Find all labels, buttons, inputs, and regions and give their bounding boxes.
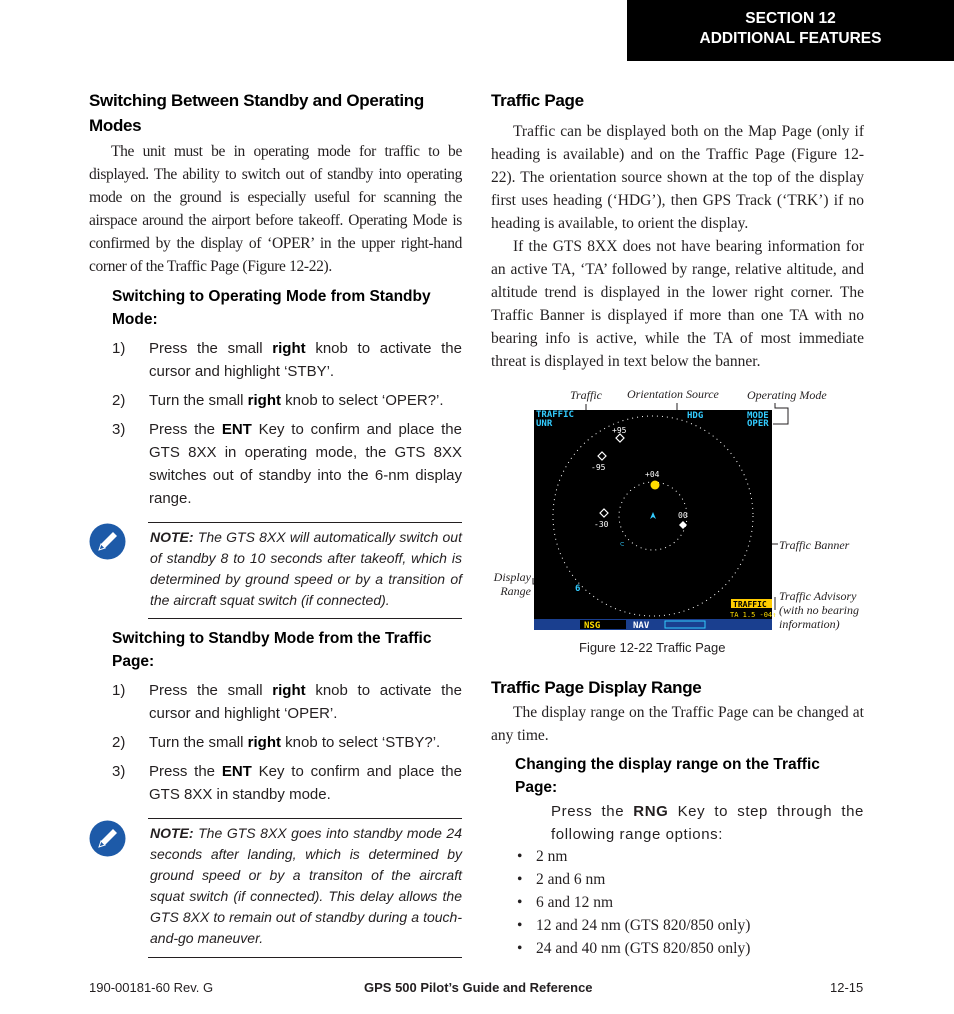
list-item: • 2 and 6 nm <box>516 868 750 891</box>
orientation-label: HDG <box>687 411 704 421</box>
proc1-step-2 <box>112 389 462 412</box>
status-left: NSG <box>584 621 601 631</box>
traffic-para-2: If the GTS 8XX does not have bearing information for an active TA, ‘TA’ followed by range, relative altitude, and altitude trend is displayed in the lower right corner. The Traffic Banner is displayed if more than one TA with no bearing info is active, while the TA of most immediate threat is displayed in text below the banner. <box>491 238 864 370</box>
note2 <box>150 823 462 949</box>
step-text: Press the small <box>149 682 273 699</box>
note-text: The GTS 8XX goes into standby mode 24 seconds after landing, which is determined by ground speed or by a transiton of the aircraft squat switch (if connected). This delay allows the GTS 8XX to remain out of standby during a touch-and-go maneuver. <box>150 825 462 946</box>
page-title-2: UNR <box>536 419 553 429</box>
list-item: • 6 and 12 nm <box>516 891 750 914</box>
section-title: ADDITIONAL FEATURES <box>699 30 882 47</box>
list-item: • 24 and 40 nm (GTS 820/850 only) <box>516 937 750 960</box>
section-tab <box>627 0 954 61</box>
heading-display-range: Traffic Page Display Range <box>491 678 702 697</box>
callout-advisory-line2: (with no bearing <box>779 603 859 617</box>
step-text: Turn the small <box>149 392 248 409</box>
knob-name: right <box>247 734 281 751</box>
step-number: 3) <box>112 421 126 438</box>
callout-display-range-line2: Range <box>500 584 531 598</box>
heading-traffic-page: Traffic Page <box>491 91 584 110</box>
step-text: Turn the small <box>149 734 248 751</box>
step-text: Press the <box>149 763 222 780</box>
proc2-step-3 <box>112 760 462 806</box>
note2-bottom-rule <box>148 957 462 958</box>
note1-top-rule <box>148 522 462 523</box>
step-number: 2) <box>112 392 126 409</box>
proc3-instruction <box>551 800 864 846</box>
step-number: 1) <box>112 682 126 699</box>
callout-display-range-line1: Display <box>493 570 531 584</box>
callout-traffic-banner: Traffic Banner <box>779 538 850 552</box>
knob-name: right <box>272 682 306 699</box>
note-label: NOTE: <box>150 529 194 545</box>
key-name: ENT <box>221 763 252 780</box>
figure-caption: Figure 12-22 Traffic Page <box>579 640 726 655</box>
step-text: Key to confirm and place the GTS 8XX in operating mode, the GTS 8XX switches out of standby into the 6-nm display range. <box>149 421 462 507</box>
callout-traffic: Traffic <box>570 388 603 402</box>
proc3-title: Changing the display range on the Traffic Page: <box>515 756 820 796</box>
rng-key-name: RNG <box>633 803 669 820</box>
note-text: The GTS 8XX will automatically switch out of standby 8 to 10 seconds after takeoff, which is determined by ground speed or by a transition of the aircraft squat switch (if connected). <box>150 529 462 608</box>
footer-page-number: 12-15 <box>830 980 864 995</box>
step-text: Press the small <box>149 340 273 357</box>
note1 <box>150 527 462 611</box>
traffic-banner-label: TRAFFIC <box>733 600 767 609</box>
instruction-text: Press the <box>551 803 634 820</box>
note-label: NOTE: <box>150 825 194 841</box>
step-number: 2) <box>112 734 126 751</box>
proc2-step-2 <box>112 731 462 754</box>
step-text: knob to select ‘STBY?’. <box>280 734 441 751</box>
gps-screen <box>534 410 772 629</box>
page-title-1: TRAFFIC <box>536 410 574 420</box>
step-text: Key to confirm and place the GTS 8XX in standby mode. <box>149 763 462 803</box>
svg-text:⊂: ⊂ <box>620 540 625 548</box>
note1-bottom-rule <box>148 618 462 619</box>
proc1-title: Switching to Operating Mode from Standby Mode: <box>112 288 431 328</box>
traffic-page-paragraphs <box>491 120 864 373</box>
traffic-alt-3: +04 <box>645 470 660 479</box>
note-pencil-icon <box>89 523 126 560</box>
leader-operating <box>773 403 788 424</box>
proc1-step-3 <box>112 418 462 510</box>
section-number: SECTION 12 <box>745 10 836 27</box>
traffic-alt-5: 00 <box>678 511 688 520</box>
footer-title: GPS 500 Pilot’s Guide and Reference <box>364 980 593 995</box>
traffic-para-1: Traffic can be displayed both on the Map Page (only if heading is available) and on the Traffic Page (Figure 12-22). The orientation source shown at the top of the display first uses heading (‘HDG’), then GPS Track (‘TRK’) if no heading is available, to orient the display. <box>491 123 864 232</box>
traffic-alert-symbol <box>651 481 660 490</box>
traffic-page-figure <box>490 380 870 640</box>
step-text: Press the <box>149 421 222 438</box>
callout-advisory-line1: Traffic Advisory <box>779 589 857 603</box>
traffic-alt-4: -30 <box>594 520 609 529</box>
display-range-paragraph <box>491 701 864 747</box>
footer-doc-number: 190-00181-60 Rev. G <box>89 980 214 995</box>
step-text: knob to select ‘OPER?’. <box>280 392 444 409</box>
note-pencil-icon <box>89 820 126 857</box>
step-text: knob to activate the cursor and highlight ‘OPER’. <box>149 682 462 722</box>
note2-top-rule <box>148 818 462 819</box>
callout-orientation-source: Orientation Source <box>627 387 719 401</box>
list-item: • 2 nm <box>516 845 750 868</box>
list-item: • 12 and 24 nm (GTS 820/850 only) <box>516 914 750 937</box>
step-number: 1) <box>112 340 126 357</box>
intro-paragraph <box>89 140 462 278</box>
step-text: knob to activate the cursor and highlight ‘STBY’. <box>149 340 462 380</box>
callout-operating-mode: Operating Mode <box>747 388 827 402</box>
status-bar <box>534 619 772 630</box>
traffic-alt-2: -95 <box>591 463 606 472</box>
ta-advisory-text: TA 1.5 -04↑ <box>730 611 777 619</box>
display-range-text: The display range on the Traffic Page can be changed at any time. <box>491 704 864 744</box>
key-name: ENT <box>221 421 252 438</box>
proc2-steps <box>112 679 462 812</box>
callout-advisory-line3: information) <box>779 617 840 631</box>
heading-standby-operating: Switching Between Standby and Operating Modes <box>89 91 424 135</box>
range-label: 6 <box>575 584 581 594</box>
proc2-title: Switching to Standby Mode from the Traffic Page: <box>112 630 432 670</box>
knob-name: right <box>272 340 306 357</box>
proc1-step-1 <box>112 337 462 383</box>
traffic-alt-1: +95 <box>612 426 627 435</box>
step-number: 3) <box>112 763 126 780</box>
mode-label: MODE <box>747 411 769 421</box>
proc2-step-1 <box>112 679 462 725</box>
proc1-steps <box>112 337 462 516</box>
instruction-text: Key to step through the following range options: <box>551 803 864 843</box>
status-mid: NAV <box>633 621 650 631</box>
intro-text: The unit must be in operating mode for traffic to be displayed. The ability to switch out of standby into operating mode on the ground is especially useful for scanning the airspace around the airport before takeoff. Operating Mode is confirmed by the display of ‘OPER’ in the upper right-hand corner of the Traffic Page (Figure 12-22). <box>89 143 462 275</box>
knob-name: right <box>247 392 281 409</box>
mode-value: OPER <box>747 419 769 429</box>
range-options-list <box>516 845 750 960</box>
